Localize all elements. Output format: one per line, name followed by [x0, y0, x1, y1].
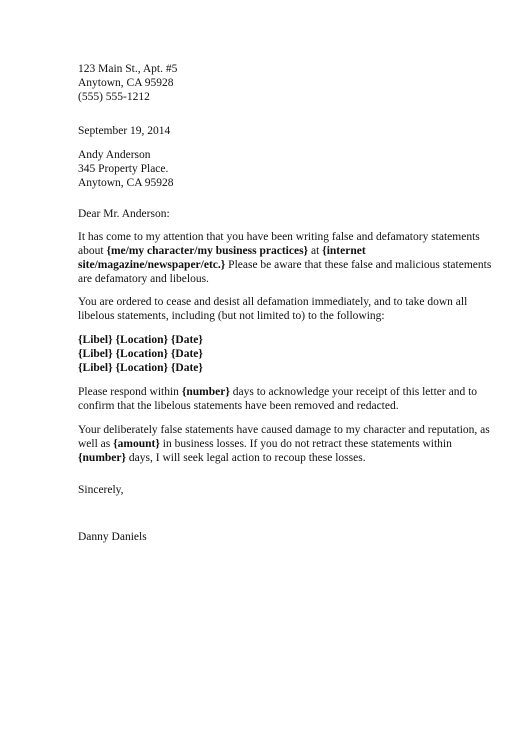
libel-entry: {Libel} {Location} {Date} — [78, 334, 203, 346]
paragraph4-text: in business losses. If you do not retract these statements within — [159, 438, 452, 450]
paragraph3-line2: confirm that the libelous statements have been removed and redacted. — [78, 400, 399, 412]
paragraph1-text: about — [78, 245, 107, 257]
placeholder-subject: {me/my character/my business practices} — [106, 245, 309, 257]
sender-address-line1: 123 Main St., Apt. #5 — [78, 63, 178, 75]
paragraph1-text: Please be aware that these false and malicious statements — [225, 259, 492, 271]
closing: Sincerely, — [78, 484, 124, 496]
paragraph1-line1: It has come to my attention that you have been writing false and defamatory statements — [78, 231, 480, 243]
libel-list-item — [78, 347, 203, 362]
letter-date: September 19, 2014 — [78, 125, 171, 137]
placeholder-number: {number} — [181, 386, 230, 398]
sender-phone: (555) 555-1212 — [78, 91, 150, 103]
paragraph4-text: well as — [78, 438, 114, 450]
paragraph1-line2 — [78, 244, 366, 259]
paragraph2-line2: libelous statements, including (but not limited to) to the following: — [78, 310, 385, 322]
salutation: Dear Mr. Anderson: — [78, 208, 170, 220]
placeholder-number: {number} — [78, 452, 127, 464]
placeholder-publication-cont: site/magazine/newspaper/etc.} — [78, 259, 226, 271]
paragraph1-line3 — [78, 258, 491, 273]
paragraph3-line1 — [78, 385, 477, 400]
libel-entry: {Libel} {Location} {Date} — [78, 362, 203, 374]
paragraph4-line3 — [78, 451, 366, 466]
signature-name: Danny Daniels — [78, 531, 147, 543]
libel-entry: {Libel} {Location} {Date} — [78, 348, 203, 360]
paragraph3-text: days to acknowledge your receipt of this letter and to — [229, 386, 478, 398]
recipient-address-line1: 345 Property Place. — [78, 163, 169, 175]
paragraph3-text: Please respond within — [78, 386, 182, 398]
paragraph4-line1: Your deliberately false statements have caused damage to my character and reputation, as — [78, 424, 490, 436]
paragraph1-line4: are defamatory and libelous. — [78, 273, 209, 285]
paragraph4-text: days, I will seek legal action to recoup these losses. — [126, 452, 366, 464]
paragraph2-line1: You are ordered to cease and desist all defamation immediately, and to take down all — [78, 296, 468, 308]
libel-list-item — [78, 333, 203, 348]
recipient-name: Andy Anderson — [78, 149, 151, 161]
sender-address-line2: Anytown, CA 95928 — [78, 77, 174, 89]
paragraph1-text: at — [308, 245, 323, 257]
recipient-address-line2: Anytown, CA 95928 — [78, 177, 174, 189]
libel-list-item — [78, 361, 203, 376]
placeholder-amount: {amount} — [113, 438, 160, 450]
paragraph4-line2 — [78, 437, 452, 452]
placeholder-publication: {internet — [322, 245, 366, 257]
